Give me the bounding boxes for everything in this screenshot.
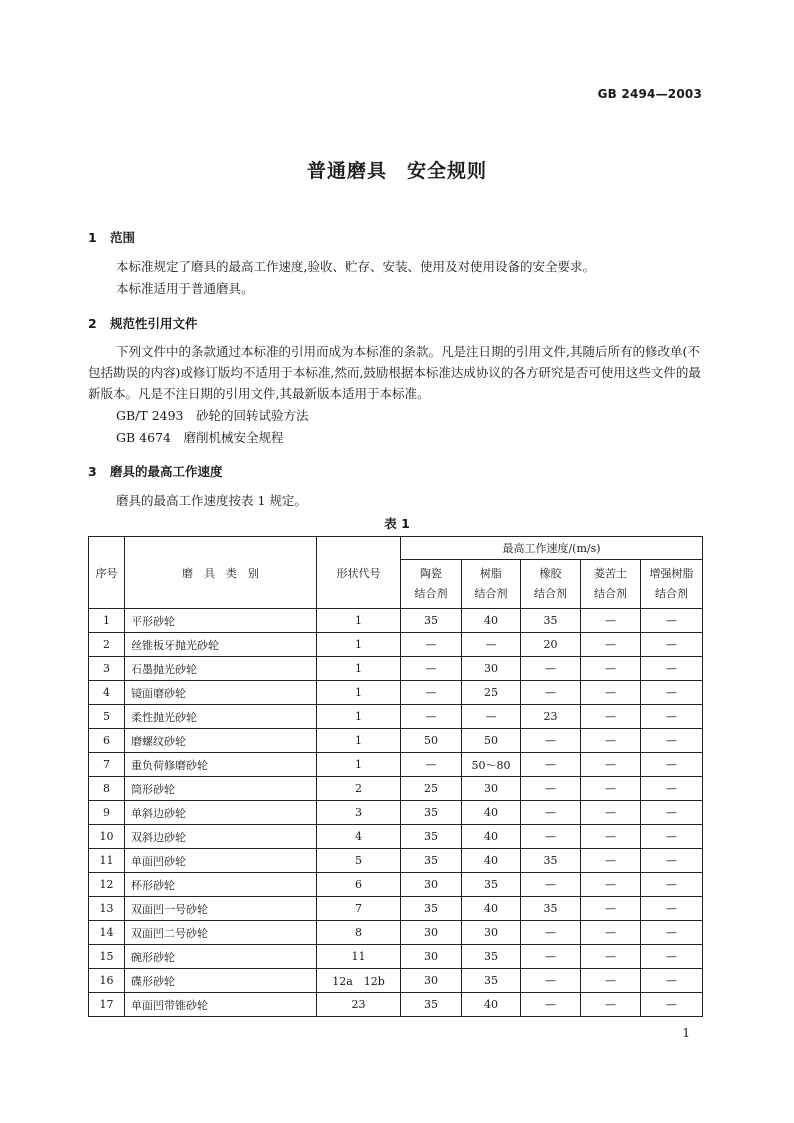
cell-magnesite: —	[581, 633, 641, 657]
table-row	[89, 609, 703, 633]
table-row	[89, 873, 703, 897]
cell-category: 碗形砂轮	[125, 945, 317, 969]
cell-category: 重负荷修磨砂轮	[125, 753, 317, 777]
standard-code: GB 2494—2003	[597, 87, 702, 101]
cell-reinforced-resin: —	[641, 657, 703, 681]
cell-resin: 40	[462, 993, 521, 1017]
table-row	[89, 849, 703, 873]
page-number: 1	[682, 1026, 690, 1040]
cell-reinforced-resin: —	[641, 753, 703, 777]
cell-category: 丝锥板牙抛光砂轮	[125, 633, 317, 657]
cell-shape-code: 1	[317, 609, 401, 633]
cell-reinforced-resin: —	[641, 705, 703, 729]
cell-resin: 25	[462, 681, 521, 705]
cell-reinforced-resin: —	[641, 777, 703, 801]
reference-item: GB 4674 磨削机械安全规程	[116, 430, 284, 445]
section-number: 1	[88, 230, 97, 245]
table-body	[89, 609, 703, 1017]
cell-category: 杯形砂轮	[125, 873, 317, 897]
cell-resin: 50～80	[462, 753, 521, 777]
cell-vitrified: 30	[401, 873, 462, 897]
table-row	[89, 825, 703, 849]
section-1-heading	[88, 228, 135, 246]
cell-rubber: —	[521, 945, 581, 969]
cell-seq: 17	[89, 993, 125, 1017]
cell-rubber: —	[521, 921, 581, 945]
table-row	[89, 777, 703, 801]
cell-category: 双面凹二号砂轮	[125, 921, 317, 945]
cell-shape-code: 6	[317, 873, 401, 897]
cell-shape-code: 2	[317, 777, 401, 801]
section-number: 2	[88, 316, 97, 331]
cell-category: 单面凹带锥砂轮	[125, 993, 317, 1017]
cell-vitrified: 35	[401, 993, 462, 1017]
cell-magnesite: —	[581, 801, 641, 825]
cell-vitrified: —	[401, 705, 462, 729]
cell-reinforced-resin: —	[641, 681, 703, 705]
table-row	[89, 921, 703, 945]
cell-shape-code: 11	[317, 945, 401, 969]
cell-magnesite: —	[581, 993, 641, 1017]
cell-magnesite: —	[581, 945, 641, 969]
cell-resin: 30	[462, 777, 521, 801]
cell-rubber: —	[521, 777, 581, 801]
cell-category: 筒形砂轮	[125, 777, 317, 801]
cell-shape-code: 1	[317, 681, 401, 705]
cell-rubber: 23	[521, 705, 581, 729]
header-seq: 序号	[89, 537, 125, 609]
table-row	[89, 945, 703, 969]
cell-seq: 6	[89, 729, 125, 753]
cell-seq: 15	[89, 945, 125, 969]
cell-seq: 10	[89, 825, 125, 849]
cell-vitrified: 25	[401, 777, 462, 801]
cell-shape-code: 8	[317, 921, 401, 945]
cell-magnesite: —	[581, 657, 641, 681]
cell-resin: —	[462, 705, 521, 729]
cell-vitrified: 35	[401, 609, 462, 633]
section-3-heading	[88, 462, 223, 480]
table-caption: 表 1	[384, 516, 410, 531]
cell-resin: 40	[462, 849, 521, 873]
cell-magnesite: —	[581, 921, 641, 945]
table-row	[89, 633, 703, 657]
cell-category: 双斜边砂轮	[125, 825, 317, 849]
cell-vitrified: 50	[401, 729, 462, 753]
cell-rubber: 35	[521, 609, 581, 633]
cell-resin: —	[462, 633, 521, 657]
cell-rubber: —	[521, 681, 581, 705]
cell-resin: 50	[462, 729, 521, 753]
cell-category: 柔性抛光砂轮	[125, 705, 317, 729]
cell-vitrified: 35	[401, 825, 462, 849]
cell-magnesite: —	[581, 705, 641, 729]
section-title: 磨具的最高工作速度	[110, 464, 223, 479]
cell-seq: 11	[89, 849, 125, 873]
cell-seq: 5	[89, 705, 125, 729]
header-category: 磨 具 类 别	[125, 537, 317, 609]
cell-category: 平形砂轮	[125, 609, 317, 633]
cell-rubber: 20	[521, 633, 581, 657]
cell-magnesite: —	[581, 681, 641, 705]
cell-resin: 30	[462, 921, 521, 945]
cell-seq: 12	[89, 873, 125, 897]
cell-reinforced-resin: —	[641, 801, 703, 825]
cell-rubber: —	[521, 873, 581, 897]
cell-resin: 35	[462, 969, 521, 993]
header-speed-group: 最高工作速度/(m/s)	[401, 537, 703, 560]
cell-magnesite: —	[581, 609, 641, 633]
document-title: 普通磨具 安全规则	[306, 160, 487, 182]
cell-rubber: —	[521, 969, 581, 993]
section-title: 范围	[110, 230, 136, 245]
cell-reinforced-resin: —	[641, 825, 703, 849]
section-3-paragraph-1: 磨具的最高工作速度按表 1 规定。	[116, 493, 307, 508]
cell-shape-code: 23	[317, 993, 401, 1017]
cell-reinforced-resin: —	[641, 945, 703, 969]
header-bond-vitrified: 陶瓷 结合剂	[401, 560, 462, 609]
max-speed-table	[88, 536, 703, 1017]
cell-seq: 4	[89, 681, 125, 705]
cell-reinforced-resin: —	[641, 921, 703, 945]
cell-shape-code: 5	[317, 849, 401, 873]
cell-magnesite: —	[581, 969, 641, 993]
cell-resin: 30	[462, 657, 521, 681]
cell-rubber: 35	[521, 849, 581, 873]
cell-seq: 9	[89, 801, 125, 825]
cell-vitrified: 30	[401, 969, 462, 993]
cell-rubber: —	[521, 993, 581, 1017]
cell-resin: 40	[462, 897, 521, 921]
reference-item: GB/T 2493 砂轮的回转试验方法	[116, 408, 309, 423]
table-row	[89, 753, 703, 777]
cell-resin: 35	[462, 945, 521, 969]
cell-seq: 1	[89, 609, 125, 633]
table-row	[89, 897, 703, 921]
cell-rubber: —	[521, 657, 581, 681]
header-bond-reinforced-resin: 增强树脂 结合剂	[641, 560, 703, 609]
table-row	[89, 681, 703, 705]
cell-rubber: —	[521, 753, 581, 777]
cell-reinforced-resin: —	[641, 897, 703, 921]
cell-category: 单面凹砂轮	[125, 849, 317, 873]
cell-resin: 40	[462, 825, 521, 849]
cell-magnesite: —	[581, 825, 641, 849]
table-row	[89, 705, 703, 729]
table-row	[89, 657, 703, 681]
table-row	[89, 969, 703, 993]
table-row	[89, 729, 703, 753]
section-2-heading	[88, 314, 198, 332]
table-row	[89, 993, 703, 1017]
cell-seq: 14	[89, 921, 125, 945]
cell-seq: 3	[89, 657, 125, 681]
cell-shape-code: 1	[317, 633, 401, 657]
cell-rubber: —	[521, 801, 581, 825]
cell-vitrified: 35	[401, 849, 462, 873]
cell-vitrified: 30	[401, 921, 462, 945]
cell-rubber: —	[521, 729, 581, 753]
section-number: 3	[88, 464, 97, 479]
cell-shape-code: 12a 12b	[317, 969, 401, 993]
cell-shape-code: 4	[317, 825, 401, 849]
cell-reinforced-resin: —	[641, 849, 703, 873]
cell-seq: 2	[89, 633, 125, 657]
cell-category: 镜面磨砂轮	[125, 681, 317, 705]
cell-category: 碟形砂轮	[125, 969, 317, 993]
cell-magnesite: —	[581, 873, 641, 897]
cell-category: 磨螺纹砂轮	[125, 729, 317, 753]
header-bond-rubber: 橡胶 结合剂	[521, 560, 581, 609]
cell-reinforced-resin: —	[641, 633, 703, 657]
header-shape-code: 形状代号	[317, 537, 401, 609]
cell-rubber: —	[521, 825, 581, 849]
section-1-paragraph-1: 本标准规定了磨具的最高工作速度,验收、贮存、安装、使用及对使用设备的安全要求。	[116, 259, 595, 274]
cell-reinforced-resin: —	[641, 729, 703, 753]
cell-shape-code: 3	[317, 801, 401, 825]
cell-resin: 40	[462, 609, 521, 633]
cell-shape-code: 1	[317, 753, 401, 777]
cell-vitrified: —	[401, 681, 462, 705]
cell-magnesite: —	[581, 897, 641, 921]
cell-vitrified: 35	[401, 801, 462, 825]
header-bond-magnesite: 菱苦土 结合剂	[581, 560, 641, 609]
cell-magnesite: —	[581, 777, 641, 801]
cell-shape-code: 1	[317, 705, 401, 729]
cell-seq: 8	[89, 777, 125, 801]
cell-seq: 13	[89, 897, 125, 921]
table-row	[89, 801, 703, 825]
cell-category: 双面凹一号砂轮	[125, 897, 317, 921]
cell-reinforced-resin: —	[641, 873, 703, 897]
section-1-paragraph-2: 本标准适用于普通磨具。	[116, 281, 254, 296]
cell-vitrified: —	[401, 657, 462, 681]
section-2-paragraph-1: 下列文件中的条款通过本标准的引用而成为本标准的条款。凡是注日期的引用文件,其随后所有的修改单(不包括勘误的内容)或修订版均不适用于本标准,然而,鼓励根据本标准达成协议的各方研究是否可使用这些文件的最新版本。凡是不注日期的引用文件,其最新版本适用于本标准。	[88, 344, 701, 401]
cell-reinforced-resin: —	[641, 609, 703, 633]
cell-vitrified: 30	[401, 945, 462, 969]
section-title: 规范性引用文件	[110, 316, 198, 331]
cell-category: 石墨抛光砂轮	[125, 657, 317, 681]
cell-resin: 35	[462, 873, 521, 897]
cell-magnesite: —	[581, 849, 641, 873]
cell-seq: 16	[89, 969, 125, 993]
cell-seq: 7	[89, 753, 125, 777]
cell-vitrified: 35	[401, 897, 462, 921]
header-bond-resin: 树脂 结合剂	[462, 560, 521, 609]
cell-category: 单斜边砂轮	[125, 801, 317, 825]
cell-vitrified: —	[401, 753, 462, 777]
cell-magnesite: —	[581, 753, 641, 777]
cell-shape-code: 7	[317, 897, 401, 921]
cell-reinforced-resin: —	[641, 993, 703, 1017]
cell-vitrified: —	[401, 633, 462, 657]
cell-resin: 40	[462, 801, 521, 825]
cell-reinforced-resin: —	[641, 969, 703, 993]
cell-rubber: 35	[521, 897, 581, 921]
cell-magnesite: —	[581, 729, 641, 753]
cell-shape-code: 1	[317, 657, 401, 681]
cell-shape-code: 1	[317, 729, 401, 753]
